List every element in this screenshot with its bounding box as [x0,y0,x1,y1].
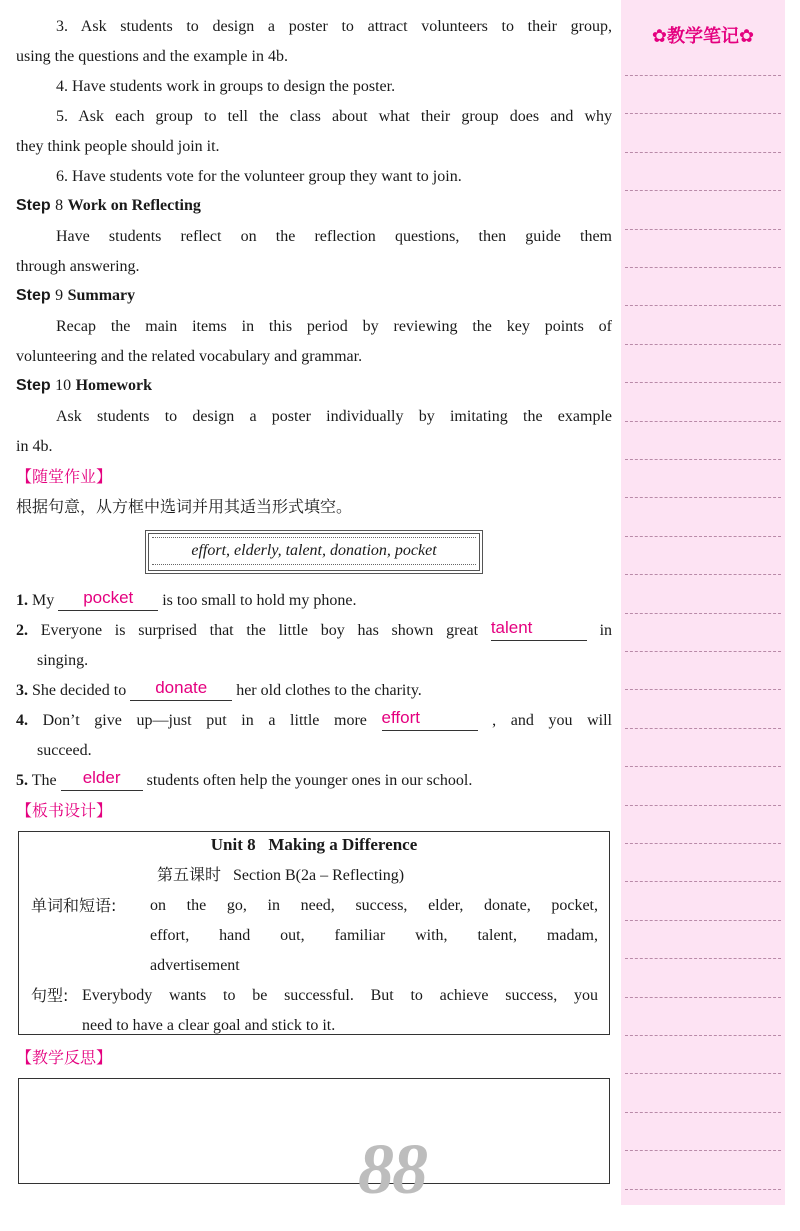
page-number: 88 [358,1129,426,1209]
reflection-box[interactable] [18,1078,610,1184]
item-4: 4. Have students work in groups to design the poster. [56,78,396,95]
vocab-line-1: on the go, in need, success, elder, donate, pocket, [150,897,598,914]
exercise-5: 5. The elder students often help the younger ones in our school. [16,768,473,789]
notes-rule-line [625,1073,781,1074]
step-10-body-1: Ask students to design a poster individually by imitating the example [56,408,612,425]
word-box [145,530,483,574]
step-9-body-1: Recap the main items in this period by reviewing the key points of [56,318,612,335]
board-heading: 【板书设计】 [16,801,113,820]
homework-heading: 【随堂作业】 [16,467,113,486]
word-box-border-decoration [152,564,476,569]
notes-rule-line [625,459,781,460]
vocab-line-3: advertisement [150,957,240,974]
board-design-box [18,831,610,1035]
step-10-heading: Step 10 Homework [16,377,153,394]
notes-rule-line [625,75,781,76]
notes-rule-line [625,881,781,882]
answer-blank[interactable]: effort [382,708,478,731]
step-10-body-2: in 4b. [16,438,53,455]
item-3-line-1: 3. Ask students to design a poster to attract volunteers to their group, [56,18,612,35]
notes-rule-line [625,113,781,114]
board-title: Unit 8 Making a Difference [210,835,418,854]
sentence-line-1: Everybody wants to be successful. But to achieve success, you [82,987,598,1004]
notes-rule-line [625,766,781,767]
notes-rule-line [625,1189,781,1190]
reflection-heading: 【教学反思】 [16,1048,113,1067]
step-9-body-2: volunteering and the related vocabulary and grammar. [16,348,363,365]
step-9-heading: Step 9 Summary [16,287,136,304]
notes-rule-line [625,497,781,498]
answer-blank[interactable]: talent [491,618,587,641]
notes-rule-line [625,728,781,729]
notes-rule-line [625,382,781,383]
notes-rule-line [625,305,781,306]
exercise-2: 2. Everyone is surprised that the little boy has shown great talent in [16,618,613,639]
notes-rule-line [625,805,781,806]
exercise-3: 3. She decided to donate her old clothes to the charity. [16,678,422,699]
word-box-words: effort, elderly, talent, donation, pocket [191,542,437,559]
answer-blank[interactable]: pocket [58,588,158,611]
notes-rule-line [625,536,781,537]
notes-rule-line [625,190,781,191]
notes-rule-line [625,344,781,345]
step-8-heading: Step 8 Work on Reflecting [16,197,201,214]
notes-rule-line [625,843,781,844]
item-5-line-1: 5. Ask each group to tell the class about what their group does and why [56,108,612,125]
notes-rule-line [625,152,781,153]
exercise-1: 1. My pocket is too small to hold my phone. [16,588,357,609]
vocab-label: 单词和短语: [31,896,117,915]
notes-rule-line [625,574,781,575]
step-8-body-1: Have students reflect on the reflection questions, then guide them [56,228,612,245]
notes-rule-line [625,1035,781,1036]
vocab-line-2: effort, hand out, familiar with, talent, madam, [150,927,598,944]
sentence-line-2: need to have a clear goal and stick to it. [82,1017,336,1034]
step-8-body-2: through answering. [16,258,140,275]
notes-rule-line [625,267,781,268]
notes-column [621,0,785,1205]
sentence-label: 句型: [31,986,69,1005]
item-6: 6. Have students vote for the volunteer group they want to join. [56,168,462,185]
notes-rule-line [625,421,781,422]
notes-rule-line [625,1112,781,1113]
notes-title: ✿教学笔记✿ [651,26,755,47]
answer-blank[interactable]: donate [130,678,232,701]
item-5-line-2: they think people should join it. [16,138,220,155]
notes-rule-line [625,997,781,998]
answer-blank[interactable]: elder [61,768,143,791]
exercise-2-cont: singing. [37,652,89,669]
notes-rule-line [625,651,781,652]
homework-instruction: 根据句意，从方框中选词并用其适当形式填空。 [16,497,353,516]
exercise-4: 4. Don’t give up—just put in a little more effort , and you will [16,708,613,729]
notes-rule-line [625,229,781,230]
notes-rule-line [625,613,781,614]
notes-rule-line [625,958,781,959]
exercise-4-cont: succeed. [37,742,92,759]
board-lesson: 第五课时 Section B(2a – Reflecting) [157,865,405,884]
notes-rule-line [625,1150,781,1151]
notes-rule-line [625,689,781,690]
notes-rule-line [625,920,781,921]
item-3-line-2: using the questions and the example in 4b. [16,48,288,65]
